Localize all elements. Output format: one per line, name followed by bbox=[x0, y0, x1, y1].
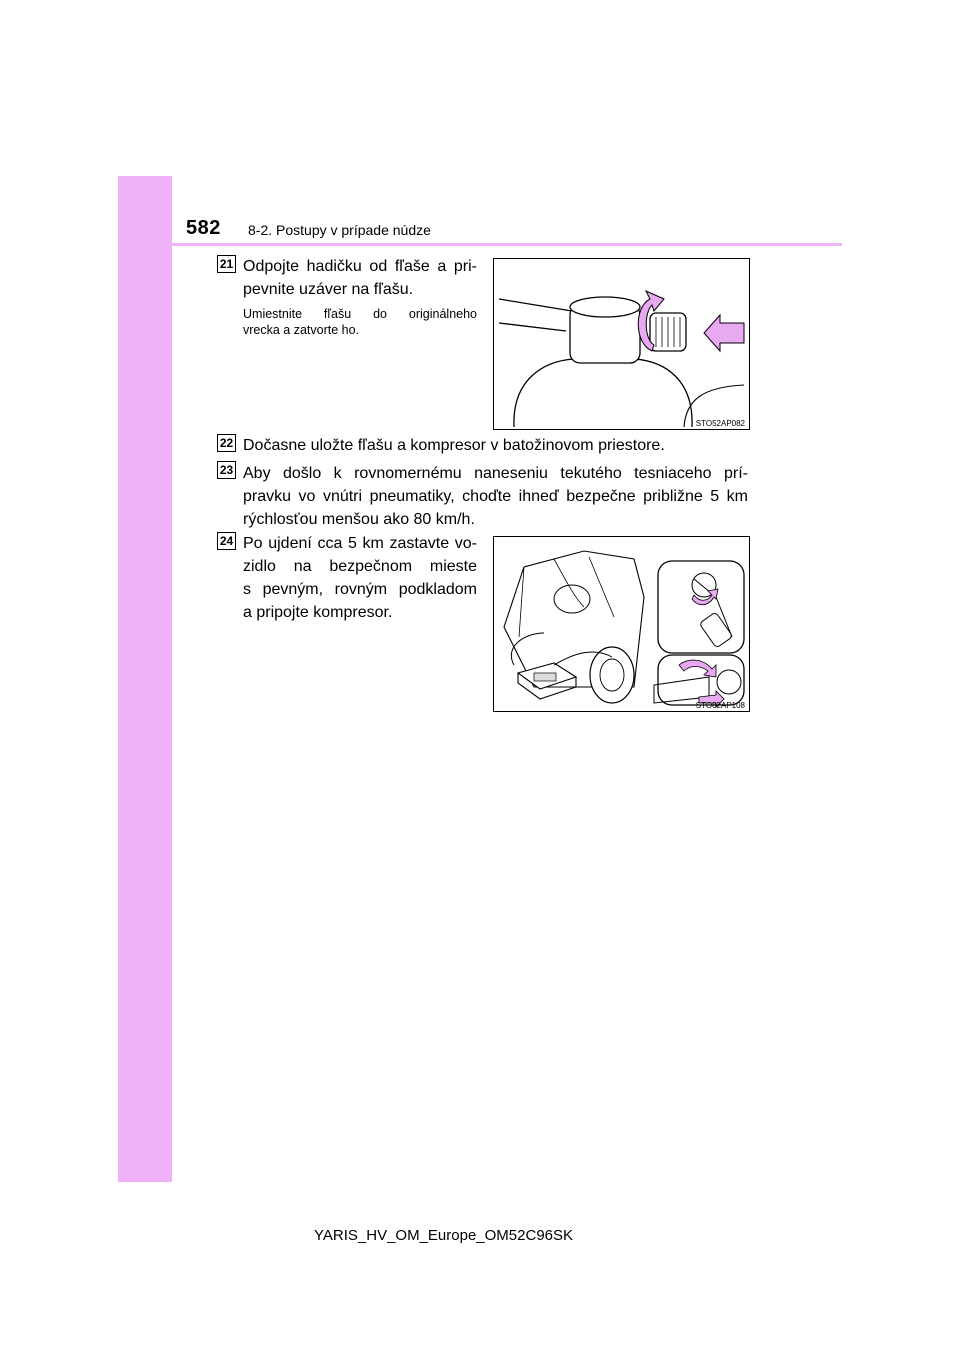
step-21-line-1: Odpojte hadičku od fľaše a pri- bbox=[243, 258, 477, 275]
figure-bottle-cap bbox=[493, 258, 750, 430]
step-24-line-3: s pevným, rovným podkladom bbox=[243, 581, 477, 598]
step-badge-21: 21 bbox=[217, 255, 236, 273]
header-rule bbox=[118, 243, 842, 246]
figure-code-24: STO82AP108 bbox=[695, 701, 745, 710]
bottle-cap-illustration bbox=[494, 259, 749, 429]
step-23-line-1: Aby došlo k rovnomernému naneseniu tekutého tesniaceho prí- bbox=[243, 465, 748, 482]
step-21-note-line-2: vrecka a zatvorte ho. bbox=[243, 323, 360, 337]
step-22-text: Dočasne uložte fľašu a kompresor v batožinovom priestore. bbox=[243, 437, 665, 454]
step-21-line-2: pevnite uzáver na fľašu. bbox=[243, 281, 414, 298]
step-23-line-3: rýchlosťou menšou ako 80 km/h. bbox=[243, 511, 475, 528]
step-23-line-2: pravku vo vnútri pneumatiky, choďte ihneď bezpečne približne 5 km bbox=[243, 488, 748, 505]
step-badge-22: 22 bbox=[217, 434, 236, 452]
step-24-line-2: zidlo na bezpečnom mieste bbox=[243, 558, 477, 575]
step-21-note-line-1: Umiestnite fľašu do originálneho bbox=[243, 307, 477, 321]
compressor-car-illustration bbox=[494, 537, 749, 711]
figure-compressor-car bbox=[493, 536, 750, 712]
step-24-line-1: Po ujdení cca 5 km zastavte vo- bbox=[243, 535, 477, 552]
figure-code-21: STO52AP082 bbox=[695, 419, 745, 428]
step-24-line-4: a pripojte kompresor. bbox=[243, 604, 393, 621]
document-id: YARIS_HV_OM_Europe_OM52C96SK bbox=[314, 1227, 574, 1244]
side-color-strip bbox=[118, 176, 172, 1182]
step-badge-23: 23 bbox=[217, 461, 236, 479]
page-number: 582 bbox=[186, 217, 221, 239]
section-title: 8-2. Postupy v prípade núdze bbox=[248, 222, 431, 238]
step-badge-24: 24 bbox=[217, 532, 236, 550]
